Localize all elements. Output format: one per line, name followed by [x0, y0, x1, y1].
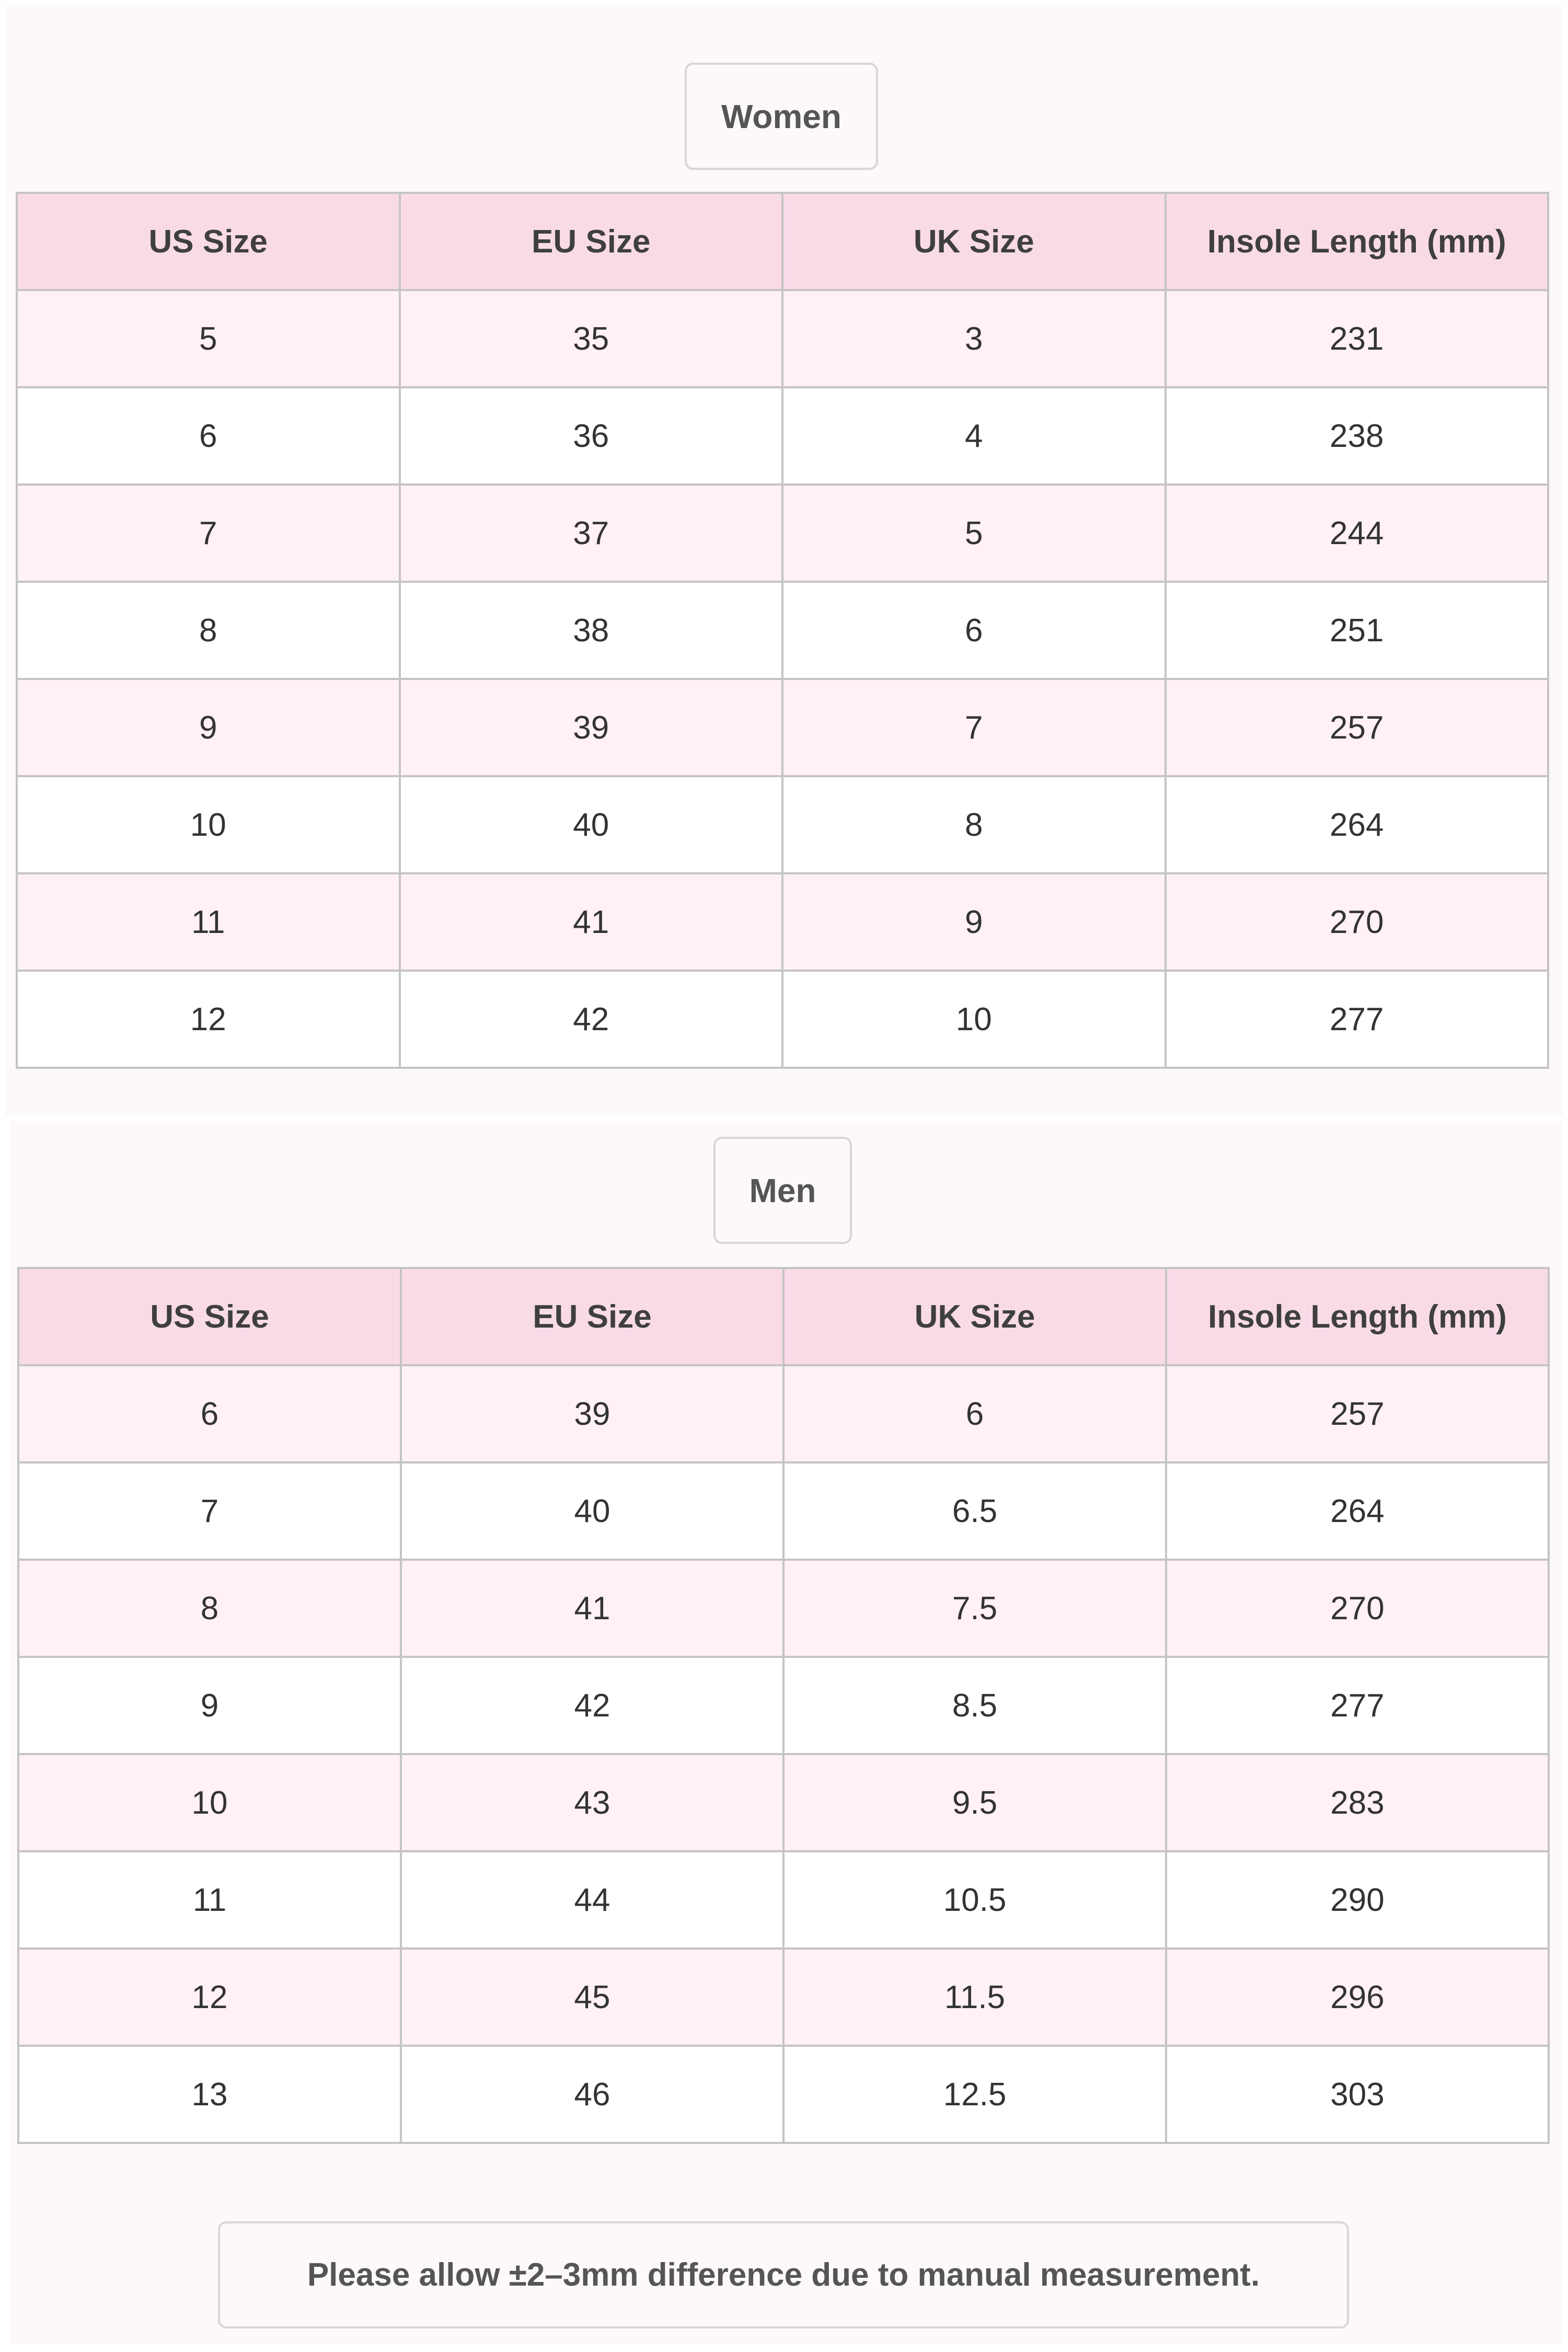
table-row [17, 485, 1548, 582]
table-cell: 37 [400, 485, 783, 582]
table-cell: 41 [401, 1560, 783, 1657]
table-row [17, 776, 1548, 873]
men-size-table [17, 1267, 1550, 2144]
table-cell: 6.5 [783, 1462, 1166, 1560]
table-cell: 257 [1166, 679, 1549, 776]
table-cell: 41 [400, 873, 783, 971]
column-header: UK Size [783, 1268, 1166, 1365]
table-cell: 7 [18, 1462, 401, 1560]
table-cell: 44 [401, 1851, 783, 1949]
table-cell: 277 [1166, 1657, 1549, 1754]
table-cell: 270 [1166, 1560, 1549, 1657]
table-cell: 12.5 [783, 2046, 1166, 2143]
table-cell: 7 [782, 679, 1166, 776]
table-row [18, 1657, 1549, 1754]
table-cell: 4 [782, 387, 1166, 485]
table-cell: 42 [401, 1657, 783, 1754]
table-cell: 7.5 [783, 1560, 1166, 1657]
table-cell: 5 [17, 290, 400, 387]
table-cell: 257 [1166, 1365, 1549, 1462]
table-cell: 238 [1166, 387, 1549, 485]
table-row [17, 387, 1548, 485]
table-cell: 11 [18, 1851, 401, 1949]
table-row [17, 971, 1548, 1068]
table-cell: 46 [401, 2046, 783, 2143]
table-header-row [18, 1268, 1549, 1365]
table-cell: 9 [782, 873, 1166, 971]
table-cell: 11.5 [783, 1949, 1166, 2046]
table-cell: 6 [782, 582, 1166, 679]
table-row [18, 1949, 1549, 2046]
table-cell: 290 [1166, 1851, 1549, 1949]
table-cell: 10 [18, 1754, 401, 1851]
table-row [18, 1754, 1549, 1851]
table-cell: 45 [401, 1949, 783, 2046]
table-row [17, 582, 1548, 679]
table-cell: 36 [400, 387, 783, 485]
table-cell: 9 [17, 679, 400, 776]
table-cell: 43 [401, 1754, 783, 1851]
table-header-row [17, 193, 1548, 290]
table-cell: 8 [782, 776, 1166, 873]
table-cell: 251 [1166, 582, 1549, 679]
table-cell: 9.5 [783, 1754, 1166, 1851]
table-cell: 244 [1166, 485, 1549, 582]
table-cell: 13 [18, 2046, 401, 2143]
table-row [17, 873, 1548, 971]
table-cell: 8 [18, 1560, 401, 1657]
women-title: Women [685, 63, 878, 170]
table-cell: 42 [400, 971, 783, 1068]
women-size-table [16, 192, 1549, 1069]
column-header: US Size [18, 1268, 401, 1365]
column-header: Insole Length (mm) [1166, 193, 1549, 290]
table-cell: 296 [1166, 1949, 1549, 2046]
column-header: UK Size [782, 193, 1166, 290]
table-cell: 39 [401, 1365, 783, 1462]
table-cell: 39 [400, 679, 783, 776]
table-cell: 10 [17, 776, 400, 873]
table-cell: 35 [400, 290, 783, 387]
table-cell: 277 [1166, 971, 1549, 1068]
table-cell: 12 [17, 971, 400, 1068]
column-header: Insole Length (mm) [1166, 1268, 1549, 1365]
table-cell: 6 [783, 1365, 1166, 1462]
table-cell: 283 [1166, 1754, 1549, 1851]
table-row [18, 1462, 1549, 1560]
table-cell: 8 [17, 582, 400, 679]
table-cell: 8.5 [783, 1657, 1166, 1754]
table-cell: 270 [1166, 873, 1549, 971]
table-cell: 9 [18, 1657, 401, 1754]
table-row [18, 2046, 1549, 2143]
table-cell: 10.5 [783, 1851, 1166, 1949]
table-cell: 11 [17, 873, 400, 971]
table-row [18, 1851, 1549, 1949]
men-title: Men [713, 1137, 852, 1244]
column-header: US Size [17, 193, 400, 290]
measurement-note: Please allow ±2–3mm difference due to manual measurement. [218, 2221, 1349, 2328]
table-cell: 264 [1166, 1462, 1549, 1560]
table-row [18, 1560, 1549, 1657]
table-cell: 40 [400, 776, 783, 873]
table-cell: 6 [17, 387, 400, 485]
table-cell: 12 [18, 1949, 401, 2046]
table-cell: 231 [1166, 290, 1549, 387]
table-cell: 7 [17, 485, 400, 582]
table-cell: 264 [1166, 776, 1549, 873]
table-row [17, 290, 1548, 387]
table-cell: 303 [1166, 2046, 1549, 2143]
table-cell: 38 [400, 582, 783, 679]
table-cell: 10 [782, 971, 1166, 1068]
table-cell: 3 [782, 290, 1166, 387]
table-cell: 5 [782, 485, 1166, 582]
table-cell: 6 [18, 1365, 401, 1462]
column-header: EU Size [400, 193, 783, 290]
table-row [17, 679, 1548, 776]
table-row [18, 1365, 1549, 1462]
column-header: EU Size [401, 1268, 783, 1365]
table-cell: 40 [401, 1462, 783, 1560]
